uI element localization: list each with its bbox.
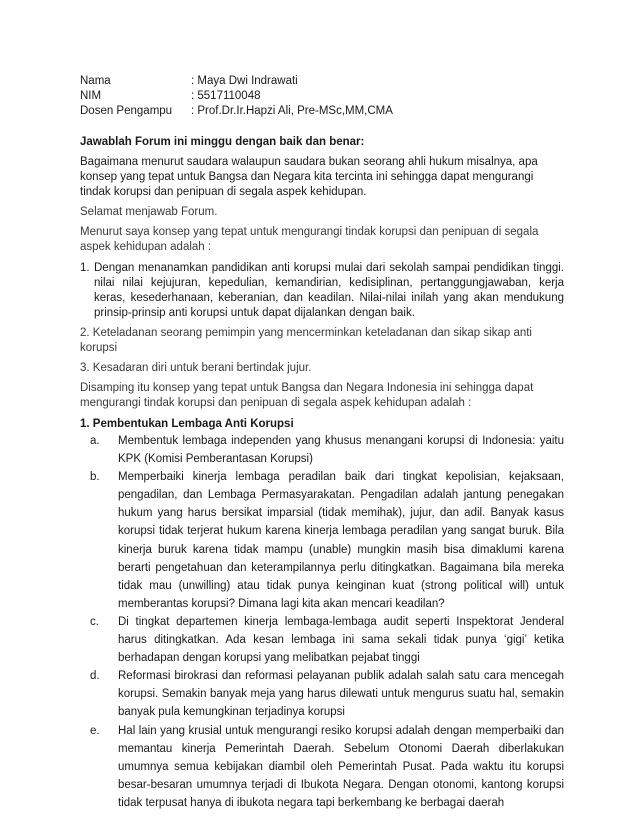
student-info [80,74,564,119]
name-label: Nama [80,75,111,87]
sub-item-c-letter: c. [90,615,99,628]
sub-item-a-letter: a. [90,435,100,447]
sub-item-c [90,613,564,667]
lecturer-value: : Prof.Dr.Ir.Hapzi Ali, Pre-MSc,MM,CMA [191,105,393,117]
sub-item-d [90,667,564,721]
name-row [80,74,564,89]
name-value: : Maya Dwi Indrawati [191,75,298,87]
sub-item-b [90,468,564,613]
forum-question: Bagaimana menurut saudara walaupun saudara bukan seorang ahli hukum misalnya, apa konsep yang tepat untuk Bangsa dan Negara kita tercinta ini sehingga dapat mengurangi tindak korupsi dan penipuan di segala aspek kehidupan. [80,156,538,198]
sub-item-e [90,722,564,812]
forum-greeting: Selamat menjawab Forum. [80,206,218,218]
sub-item-e-letter: e. [90,724,100,737]
answer-item-1-number: 1. [80,262,90,274]
sub-item-a [90,432,564,468]
sub-item-b-text: Memperbaiki kinerja lembaga peradilan baik dari tingkat kepolisian, kejaksaan, pengadilan, dan Lembaga Permasyarakatan. Pengadilan adalah jantung penegakan hukum yang harus bersikat imparsial (tidak memihak), jujur, dan adil. Banyak kasus korupsi tidak terjerat hukum karena kinerja lembaga peradilan yang sangat buruk. Bila kinerja buruk karena tidak mampu (unable) mungkin masih bisa dimaklumi karena berarti pengetahuan dan keterampilannya perlu ditingkatkan. Bagaimana bila mereka tidak mau (unwilling) atau tidak punya keinginan kuat (strong political will) untuk memberantas korupsi? Dimana lagi kita akan mencari keadilan? [118,471,564,610]
forum-heading: Jawablah Forum ini minggu dengan baik dan benar: [80,136,365,148]
answer-item-3: 3. Kesadaran diri untuk berani bertindak jujur. [80,362,312,374]
sub-item-a-text: Membentuk lembaga independen yang khusus menangani korupsi di Indonesia: yaitu KPK (Komisi Pemberantasan Korupsi) [118,435,564,466]
sub-list [80,432,564,812]
lecturer-row [80,104,564,119]
nim-label: NIM [80,90,102,102]
answer-item-1 [80,261,564,321]
answer-item-1-text: Dengan menanamkan pandidikan anti korupsi mulai dari sekolah sampai pendidikan tinggi. nilai nilai kejujuran, kepedulian, kemandirian, kedisiplinan, pertanggungjawaban, kerja keras, kesederhanaan, keberanian, dan keadilan. Nilai-nilai inilah yang akan mendukung prinsip-prinsip anti korupsi untuk dapat dijalankan dengan baik. [94,262,564,319]
document-page [80,74,564,812]
nim-value: : 5517110048 [191,90,261,102]
sub-item-e-text: Hal lain yang krusial untuk mengurangi resiko korupsi adalah dengan memperbaiki dan memantau kinerja Pemerintah Daerah. Sebelum Otonomi Daerah diberlakukan umumnya semua kebijakan diambil oleh Pemerintah Pusat. Pada waktu itu korupsi besar-besaran umumnya terjadi di Ibukota Negara. Dengan otonomi, kantong korupsi tidak terpusat hanya di ibukota negara tapi berkembang ke berbagai daerah [118,724,564,809]
answer-intro-2: Disamping itu konsep yang tepat untuk Bangsa dan Negara Indonesia ini sehingga dapat mengurangi tindak korupsi dan penipuan di segala aspek kehidupan adalah : [80,382,534,409]
nim-row [80,89,564,104]
sub-item-d-text: Reformasi birokrasi dan reformasi pelayanan publik adalah salah satu cara mencegah korupsi. Semakin banyak meja yang harus dilewati untuk mengurus suatu hal, semakin banyak pula kemungkinan terjadinya korupsi [118,670,564,719]
answer-intro: Menurut saya konsep yang tepat untuk mengurangi tindak korupsi dan penipuan di segala aspek kehidupan adalah : [80,226,539,253]
sub-item-d-letter: d. [90,670,100,683]
sub-item-c-text: Di tingkat departemen kinerja lembaga-lembaga audit seperti Inspektorat Jenderal harus ditingkatkan. Ada kesan lembaga ini sama sekali tidak punya ‘gigi’ ketika berhadapan dengan korupsi yang melibatkan pejabat tinggi [118,615,564,665]
sub-item-b-letter: b. [90,471,100,484]
lecturer-label: Dosen Pengampu [80,105,173,117]
section-heading: 1. Pembentukan Lembaga Anti Korupsi [80,418,294,430]
answer-item-2: 2. Keteladanan seorang pemimpin yang mencerminkan keteladanan dan sikap sikap anti korupsi [80,327,532,354]
